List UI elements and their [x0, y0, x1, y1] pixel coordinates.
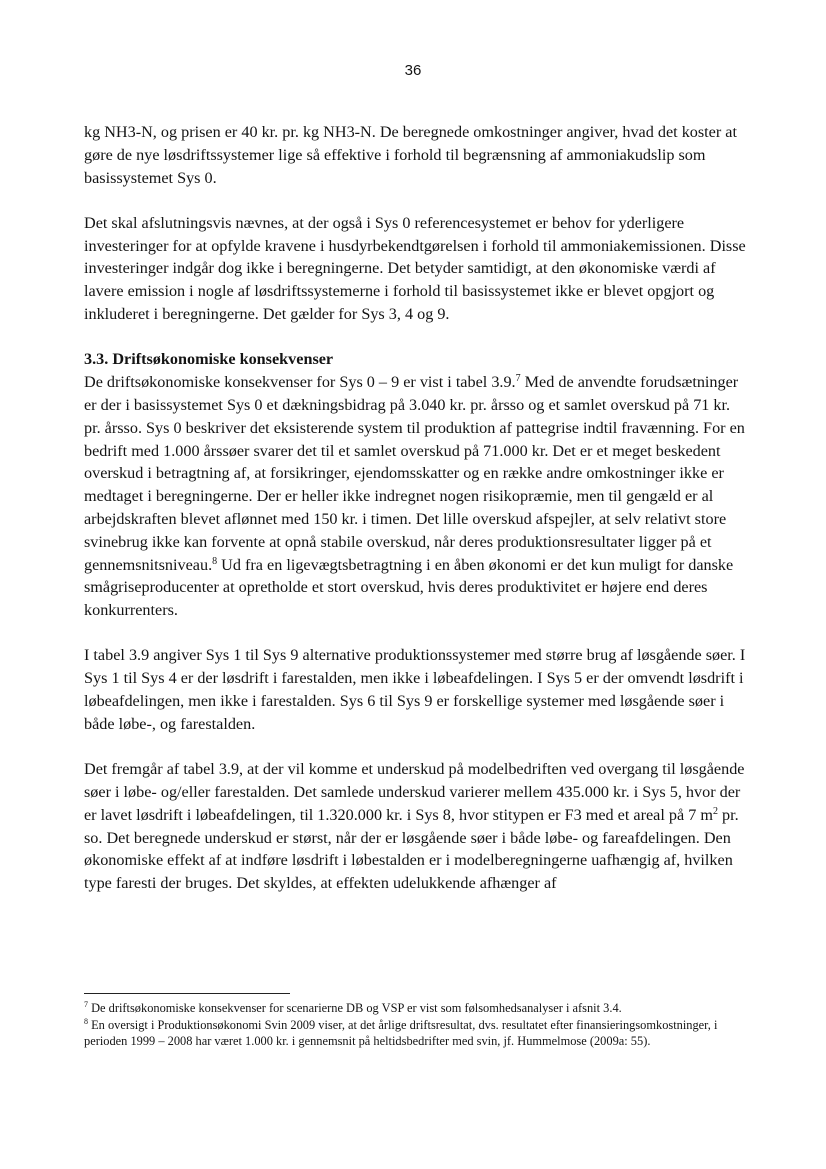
paragraph-1: kg NH3-N, og prisen er 40 kr. pr. kg NH3-N. De beregnede omkostninger angiver, hvad det koster at gøre de nye løsdriftssystemer lige så effektive i forhold til begrænsning af ammoniakudslip som basissystemet Sys 0.	[84, 123, 737, 187]
paragraph-3	[84, 371, 746, 622]
square-superscript: 2	[712, 805, 718, 817]
section-heading: 3.3. Driftsøkonomiske konsekvenser	[84, 350, 334, 369]
footnote-mark-8: 8	[84, 1016, 88, 1026]
footnote-7	[84, 1000, 724, 1017]
page-number: 36	[404, 62, 422, 79]
paragraph-3-part-a: De driftsøkonomiske konsekvenser for Sys 0 – 9 er vist i tabel 3.9.	[84, 373, 516, 392]
paragraph-5-part-b: pr. so. Det beregnede underskud er størst, når der er løsgående søer i både løbe- og fareafdelingen. Den økonomiske effekt af at indføre løsdrift i løbestalden er i modelberegningerne uafhængig af, hvilken type faresti der bruges. Det skyldes, at effekten udelukkende afhænger af	[84, 805, 739, 893]
paragraph-3-part-b: Med de anvendte forudsætninger er der i basissystemet Sys 0 et dækningsbidrag på 3.040 kr. pr. årsso og et samlet overskud på 71 kr. pr. årsso. Sys 0 beskriver det eksisterende system til produktion af pattegrise indtil fravænning. For en bedrift med 1.000 årssøer svarer det til et samlet overskud på 71.000 kr. Det er et meget beskedent overskud i betragtning af, at forsikringer, ejendomsskatter og en række andre omkostninger ikke er medtaget i beregningerne. Der er heller ikke indregnet nogen risikopræmie, men til gengæld er al arbejdskraften blevet aflønnet med 150 kr. i timen. Det lille overskud afspejler, at selv relativt store svinebrug ikke kan forvente at opnå stabile overskud, når deres produktionsresultater ligger på et gennemsnitsniveau.	[84, 373, 745, 574]
footnote-8-text: En oversigt i Produktionsøkonomi Svin 2009 viser, at det årlige driftsresultat, dvs. resultatet efter finansieringsomkostninger, i perioden 1999 – 2008 har været 1.000 kr. i gennemsnit på heltidsbedrifter med svin, jf. Hummelmose (2009a: 55).	[84, 1017, 718, 1048]
paragraph-4: I tabel 3.9 angiver Sys 1 til Sys 9 alternative produktionssystemer med større brug af løsgående søer. I Sys 1 til Sys 4 er der løsdrift i farestalden, men ikke i løbeafdelingen. I Sys 5 er der omvendt løsdrift i løbeafdelingen, men ikke i farestalden. Sys 6 til Sys 9 er forskellige systemer med løsgående søer i både løbe-, og farestalden.	[84, 646, 746, 733]
paragraph-2: Det skal afslutningsvis nævnes, at der også i Sys 0 referencesystemet er behov for yderligere investeringer for at opfylde kravene i husdyrbekendtgørelsen i forhold til ammoniakemissionen. Disse investeringer indgår dog ikke i beregningerne. Det betyder samtidigt, at den økonomiske værdi af lavere emission i nogle af løsdriftssystemerne i forhold til basissystemet ikke er blevet opgjort og inkluderet i beregningerne. Det gælder for Sys 3, 4 og 9.	[84, 213, 746, 324]
footnote-ref-7: 7	[515, 373, 521, 385]
footnotes	[84, 1000, 724, 1050]
footnote-divider	[84, 993, 290, 994]
body-text	[84, 121, 746, 895]
footnote-7-text: De driftsøkonomiske konsekvenser for scenarierne DB og VSP er vist som følsomhedsanalyser i afsnit 3.4.	[88, 1001, 622, 1015]
paragraph-3-part-c: Ud fra en ligevægtsbetragtning i en åben økonomi er det kun muligt for danske smågriseproducenter at opretholde et stort overskud, hvis deres produktivitet er højere end deres konkurrenters.	[84, 555, 734, 620]
footnote-mark-7: 7	[84, 1000, 88, 1009]
footnote-8	[84, 1017, 724, 1050]
footnote-ref-8: 8	[212, 555, 218, 567]
paragraph-5-part-a: Det fremgår af tabel 3.9, at der vil komme et underskud på modelbedriften ved overgang til løsgående søer i løbe- og/eller farestalden. Det samlede underskud varierer mellem 435.000 kr. i Sys 5, hvor der er lavet løsdrift i løbeafdelingen, til 1.320.000 kr. i Sys 8, hvor stitypen er F3 med et areal på 7 m	[84, 760, 745, 824]
paragraph-5	[84, 758, 746, 895]
